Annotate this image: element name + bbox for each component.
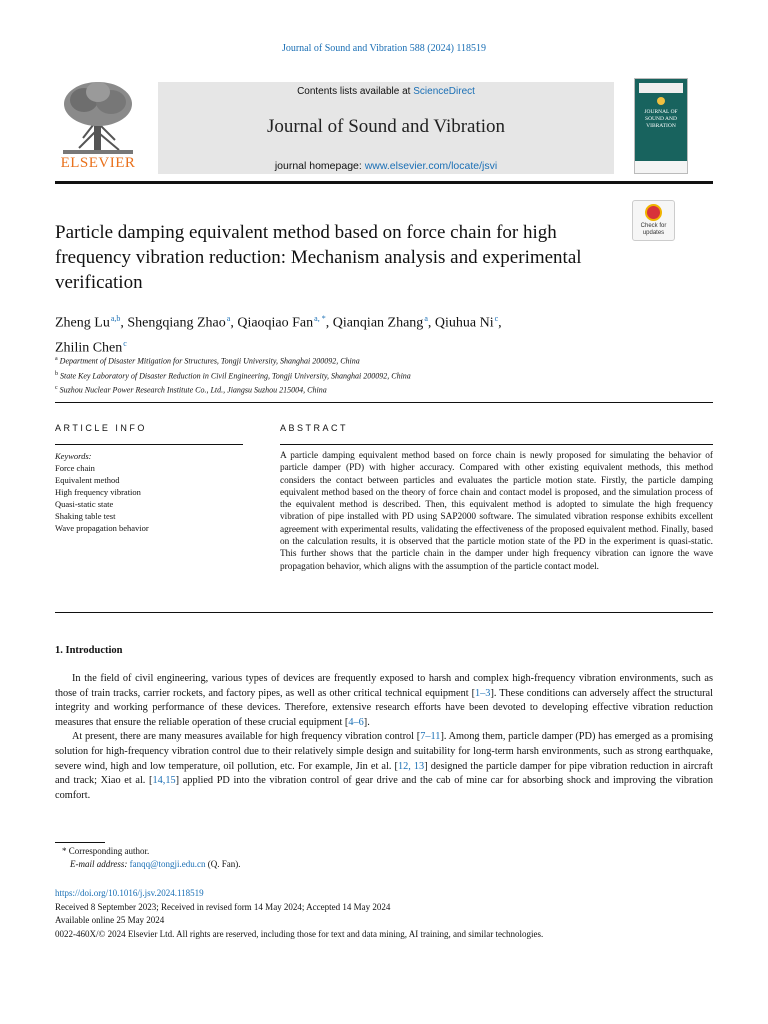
email-line	[62, 858, 662, 871]
affiliation-item	[55, 382, 655, 397]
citation-link[interactable]: 14,15	[152, 775, 176, 787]
keyword-item: Equivalent method	[55, 475, 120, 485]
keyword-item: High frequency vibration	[55, 487, 141, 497]
author-list: Zheng Lu$^{a,b}$, Shengqiang Zhao$^a$, Qiaoqiao Fan$^{a, *}$, Qianqian Zhang$^a$, Qiuhua Ni$^c$, Zhilin Chen$^c$	[55, 314, 502, 356]
affiliation-item	[55, 353, 655, 368]
cover-bottom-band	[635, 161, 687, 173]
keyword-item: Shaking table test	[55, 511, 116, 521]
abstract-heading: ABSTRACT	[280, 423, 349, 433]
doi-link[interactable]: https://doi.org/10.1016/j.jsv.2024.118519	[55, 888, 204, 898]
author-name[interactable]: Zhilin Chen	[55, 340, 123, 356]
cover-emblem-icon	[657, 97, 665, 105]
affiliation-marker: a	[55, 356, 58, 362]
elsevier-logo[interactable]	[55, 78, 141, 174]
publication-info	[55, 887, 713, 941]
text-run: ]. These conditions can adversely affect the structural integrity and working performance of these devices. Therefore, extensive research efforts have been devoted to developing effective vibration reduction measures that ensure the reliable operation of these crucial equipment [	[55, 687, 713, 728]
author-affil-marker[interactable]: a, *	[314, 314, 326, 323]
text-run: ]. Among them, particle damper (PD) has emerged as a promising solution for high-frequency vibration control due to their relatively simple design and suitability for long-term harsh environments, such as strong earthquake, severe wind, high and low temperature, oil pollution, etc. For example, Jin et al. [	[55, 731, 713, 772]
keywords-label: Keywords:	[55, 451, 92, 461]
keyword-item: Force chain	[55, 463, 95, 473]
contents-line	[158, 86, 614, 97]
author-affil-marker[interactable]: a	[226, 314, 231, 323]
journal-header-box	[158, 82, 614, 174]
available-online: Available online 25 May 2024	[55, 915, 165, 925]
email-label: E-mail address:	[70, 859, 130, 869]
cover-title: JOURNAL OF SOUND AND VIBRATION	[644, 109, 678, 129]
abstract-text: A particle damping equivalent method based on force chain is newly proposed for simulating the behavior of particle damper (PD) with higher accuracy. Compared with other existing equivalent methods, this method considers the contact between particles and evaluates the particle motion state. Firstly, the particle damping equivalent method based on the theory of force chain and contact model is proposed, and the simulation process of the equivalent method is described. Then, this equivalent method is adopted to simulate the high frequency vibration of pipe installed with PD using SAP2000 software. The simulated vibration response exhibits excellent agreement with experimental results, validating the effectiveness of the proposed equivalent method. Finally, based on the calculation results, it is observed that the particle motion state of the PD in the experiment is quasi-static. This further shows that the particle chain in the damper under high frequency vibration can ignore the wave propagation behavior, which aligns with the assumption of the particle contact model.	[280, 451, 713, 572]
author-name[interactable]: Zheng Lu	[55, 315, 110, 331]
copyright-notice: 0022-460X/© 2024 Elsevier Ltd. All rights are reserved, including those for text and data mining, AI training, and similar technologies.	[55, 928, 544, 939]
text-run: In the field of civil engineering, various types of devices are frequently exposed to harsh and complex high-frequency vibration environments, such as those of train tracks, carrier rockets, and factory pipes, as well as other critical technical equipment [	[55, 673, 713, 699]
homepage-prefix: journal homepage:	[274, 160, 365, 172]
publisher-name: ELSEVIER	[60, 155, 136, 171]
text-run: ] applied PD into the vibration control of gear drive and the cab of mine car for absorbing shock and improving the vibration comfort.	[55, 775, 713, 801]
article-title: Particle damping equivalent method based on force chain for high frequency vibration reduction: Mechanism analysis and experimental verification	[55, 222, 582, 293]
elsevier-tree-icon	[59, 78, 137, 156]
email-link[interactable]: fanqq@tongji.edu.cn	[129, 859, 206, 869]
corresponding-author-note: * Corresponding author.	[62, 846, 150, 856]
author-affil-marker[interactable]: c	[123, 338, 127, 348]
journal-reference[interactable]: Journal of Sound and Vibration 588 (2024) 118519	[281, 43, 487, 54]
affiliations	[55, 353, 655, 397]
received-dates: Received 8 September 2023; Received in revised form 14 May 2024; Accepted 14 May 2024	[55, 901, 391, 912]
author-affil-marker[interactable]: a,b	[110, 314, 121, 323]
cover-top-band	[639, 83, 683, 93]
author-name[interactable]: Qiuhua Ni	[434, 315, 494, 331]
affiliation-marker: b	[55, 370, 58, 377]
intro-paragraph	[55, 672, 713, 730]
homepage-link[interactable]: www.elsevier.com/locate/jsvi	[364, 160, 498, 172]
author-affil-marker[interactable]: a	[424, 314, 428, 323]
header-divider	[55, 181, 713, 184]
intro-paragraph	[55, 730, 713, 803]
sciencedirect-link[interactable]: ScienceDirect	[413, 86, 475, 97]
introduction-heading: 1. Introduction	[55, 645, 123, 656]
abstract-divider	[55, 612, 713, 613]
citation-link[interactable]: 7–11	[420, 731, 441, 743]
article-info-rule	[55, 444, 243, 445]
citation-link[interactable]: 4–6	[348, 716, 364, 728]
affiliation-item	[55, 368, 655, 383]
homepage-line	[158, 160, 614, 172]
journal-title: Journal of Sound and Vibration	[266, 116, 506, 137]
keyword-item: Wave propagation behavior	[55, 523, 149, 533]
text-run: At present, there are many measures available for high frequency vibration control [	[72, 731, 421, 743]
author-name[interactable]: Qiaoqiao Fan	[237, 315, 314, 331]
introduction-body	[55, 672, 713, 803]
masthead	[55, 78, 713, 178]
author-affil-marker[interactable]: c	[494, 314, 499, 323]
author-name[interactable]: Shengqiang Zhao	[127, 315, 226, 331]
affiliation-text: State Key Laboratory of Disaster Reduction in Civil Engineering, Tongji University, Shanghai 200092, China	[60, 371, 411, 381]
author-name[interactable]: Qianqian Zhang	[332, 315, 424, 331]
text-run: ] designed the particle damper for pipe vibration reduction in aircraft and track; Xiao et al. [	[55, 760, 713, 787]
check-for-updates-button[interactable]	[632, 200, 675, 241]
email-suffix: (Q. Fan).	[205, 859, 241, 869]
affiliation-divider	[55, 402, 713, 403]
check-updates-label: Check for updates	[640, 223, 667, 236]
citation-link[interactable]: 1–3	[475, 687, 491, 699]
keywords-block	[55, 450, 245, 534]
citation-link[interactable]: 12, 13	[397, 760, 425, 772]
journal-cover-thumbnail[interactable]	[634, 78, 688, 174]
affiliation-text: Suzhou Nuclear Power Research Institute Co., Ltd., Jiangsu Suzhou 215004, China	[59, 385, 327, 395]
abstract-rule	[280, 444, 713, 445]
contents-prefix: Contents lists available at	[297, 86, 414, 97]
footnote-rule	[55, 842, 105, 843]
keyword-item: Quasi-static state	[55, 499, 114, 509]
text-run: ].	[363, 716, 370, 728]
affiliation-text: Department of Disaster Mitigation for Structures, Tongji University, Shanghai 200092, China	[59, 356, 360, 366]
footnote	[62, 845, 662, 871]
check-updates-icon	[645, 204, 662, 221]
affiliation-marker: c	[55, 385, 58, 392]
article-info-heading: ARTICLE INFO	[55, 423, 147, 433]
